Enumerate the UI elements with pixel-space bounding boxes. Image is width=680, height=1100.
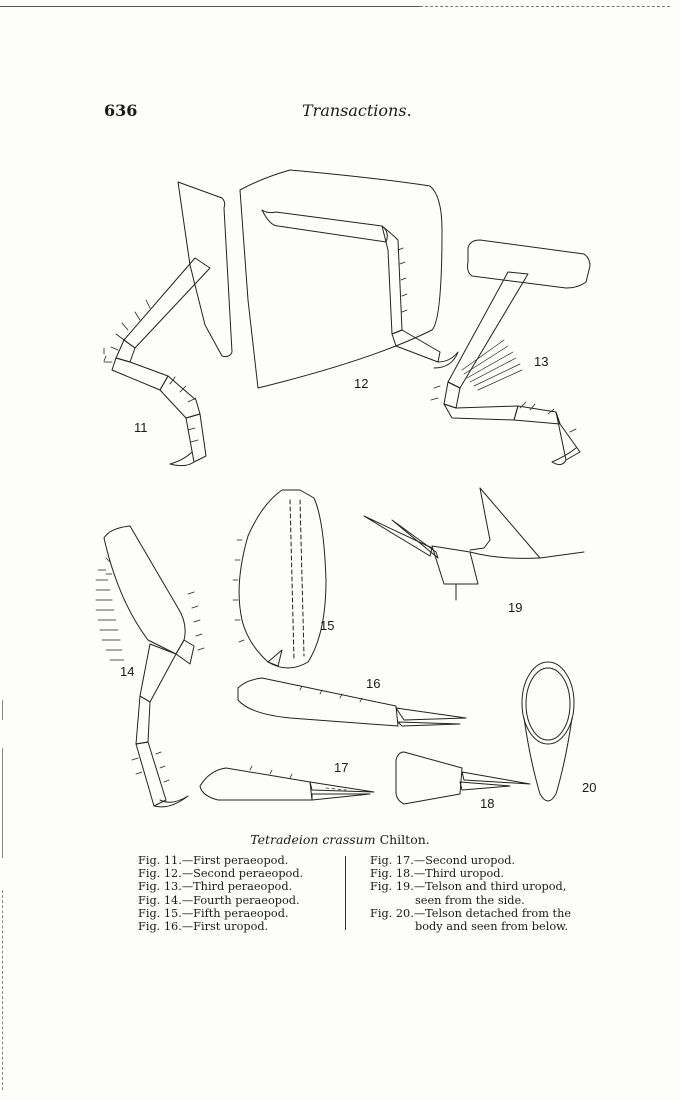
fig-20-telson-below xyxy=(522,662,574,801)
legend-item: Fig. 15.—Fifth peraeopod. xyxy=(138,906,289,920)
fig-16-first-uropod xyxy=(238,678,466,726)
fig-label-17: 17 xyxy=(334,760,349,775)
page-number: 636 xyxy=(104,101,138,120)
legend-item: Fig. 17.—Second uropod. xyxy=(370,854,516,867)
fig-14-fourth-peraeopod xyxy=(96,526,204,807)
fig-19-telson-third-uropod xyxy=(364,488,584,600)
margin-mark xyxy=(2,748,3,858)
caption-title xyxy=(0,832,680,847)
legend-item-continued: seen from the side. xyxy=(415,893,525,907)
legend-item: Fig. 16.—First uropod. xyxy=(138,920,269,934)
margin-mark xyxy=(2,890,3,1090)
fig-label-14: 14 xyxy=(120,664,135,679)
legend-item: Fig. 14.—Fourth peraeopod. xyxy=(138,893,300,907)
legend-item: Fig. 18.—Third uropod. xyxy=(370,867,505,881)
fig-12-second-peraeopod xyxy=(240,170,458,388)
species-name: Tetradeion crassum xyxy=(250,832,376,847)
legend-item: Fig. 13.—Third peraeopod. xyxy=(138,880,293,894)
legend-right xyxy=(370,854,571,933)
fig-label-12: 12 xyxy=(354,376,369,391)
fig-label-13: 13 xyxy=(534,354,549,369)
fig-label-16: 16 xyxy=(366,676,381,691)
fig-label-20: 20 xyxy=(582,780,597,795)
legend-divider xyxy=(345,856,346,930)
margin-mark xyxy=(2,700,3,720)
fig-15-fifth-peraeopod xyxy=(233,490,326,668)
running-head: Transactions. xyxy=(302,101,412,120)
fig-label-15: 15 xyxy=(320,618,335,633)
legend-item: Fig. 12.—Second peraeopod. xyxy=(138,867,304,881)
fig-label-18: 18 xyxy=(480,796,495,811)
legend-item: Fig. 20.—Telson detached from the xyxy=(370,906,572,920)
fig-label-11: 11 xyxy=(134,420,148,435)
legend-item: Fig. 19.—Telson and third uropod, xyxy=(370,880,567,894)
legend-item-continued: body and seen from below. xyxy=(415,920,569,934)
fig-13-third-peraeopod xyxy=(431,240,590,465)
legend-item: Fig. 11.—First peraeopod. xyxy=(138,854,289,867)
fig-label-19: 19 xyxy=(508,600,523,615)
fig-11-first-peraeopod xyxy=(104,182,232,466)
legend-left xyxy=(138,854,303,933)
fig-18-third-uropod xyxy=(396,752,530,804)
species-author: Chilton. xyxy=(379,832,430,847)
